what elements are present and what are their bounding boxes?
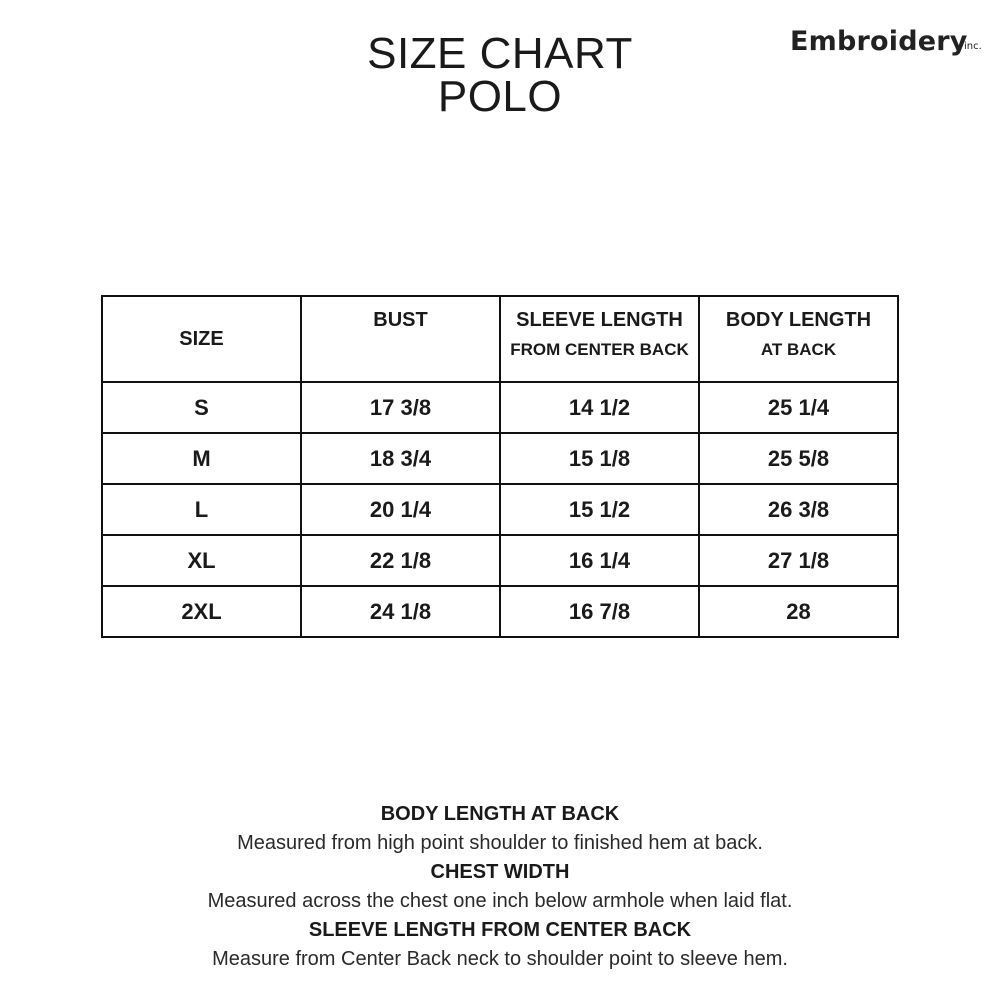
cell-sleeve-length: 14 1/2 <box>500 382 699 433</box>
table-row <box>102 535 898 586</box>
cell-bust: 20 1/4 <box>301 484 500 535</box>
header-body-length-label: BODY LENGTH <box>725 309 872 331</box>
note-text-chest-width: Measured across the chest one inch below armhole when laid flat. <box>207 890 793 912</box>
logo-suffix: inc. <box>964 41 982 52</box>
measurement-notes <box>0 800 1000 974</box>
header-size <box>102 296 301 382</box>
cell-bust: 24 1/8 <box>301 586 500 637</box>
table-header-row <box>102 296 898 382</box>
cell-size: XL <box>102 535 301 586</box>
header-sleeve-length-label: SLEEVE LENGTH <box>516 309 683 331</box>
table-row <box>102 433 898 484</box>
cell-body-length: 25 1/4 <box>699 382 898 433</box>
header-bust-label: BUST <box>373 309 428 331</box>
cell-bust: 17 3/8 <box>301 382 500 433</box>
cell-sleeve-length: 16 1/4 <box>500 535 699 586</box>
cell-size: S <box>102 382 301 433</box>
page-subtitle: POLO <box>437 72 563 121</box>
note-heading-body-length: BODY LENGTH AT BACK <box>380 803 620 825</box>
cell-size: M <box>102 433 301 484</box>
cell-body-length: 28 <box>699 586 898 637</box>
cell-sleeve-length: 15 1/8 <box>500 433 699 484</box>
table-row <box>102 382 898 433</box>
cell-bust: 22 1/8 <box>301 535 500 586</box>
table-row <box>102 586 898 637</box>
cell-sleeve-length: 15 1/2 <box>500 484 699 535</box>
header-bust <box>301 296 500 382</box>
header-size-label: SIZE <box>179 328 224 350</box>
brand-logo <box>790 26 990 66</box>
cell-size: L <box>102 484 301 535</box>
note-heading-sleeve-length: SLEEVE LENGTH FROM CENTER BACK <box>308 919 692 941</box>
note-text-sleeve-length: Measure from Center Back neck to shoulder point to sleeve hem. <box>212 948 788 970</box>
header-sleeve-length-sublabel: FROM CENTER BACK <box>510 340 689 359</box>
table-row <box>102 484 898 535</box>
cell-body-length: 26 3/8 <box>699 484 898 535</box>
cell-size: 2XL <box>102 586 301 637</box>
cell-sleeve-length: 16 7/8 <box>500 586 699 637</box>
header-sleeve-length <box>500 296 699 382</box>
page-title: SIZE CHART <box>367 29 633 78</box>
cell-bust: 18 3/4 <box>301 433 500 484</box>
header-body-length-sublabel: AT BACK <box>760 340 837 359</box>
logo-wordmark: Embroidery <box>790 26 968 57</box>
header-body-length <box>699 296 898 382</box>
cell-body-length: 27 1/8 <box>699 535 898 586</box>
note-heading-chest-width: CHEST WIDTH <box>430 861 570 883</box>
note-text-body-length: Measured from high point shoulder to finished hem at back. <box>237 832 763 854</box>
size-chart-table <box>101 295 899 638</box>
cell-body-length: 25 5/8 <box>699 433 898 484</box>
